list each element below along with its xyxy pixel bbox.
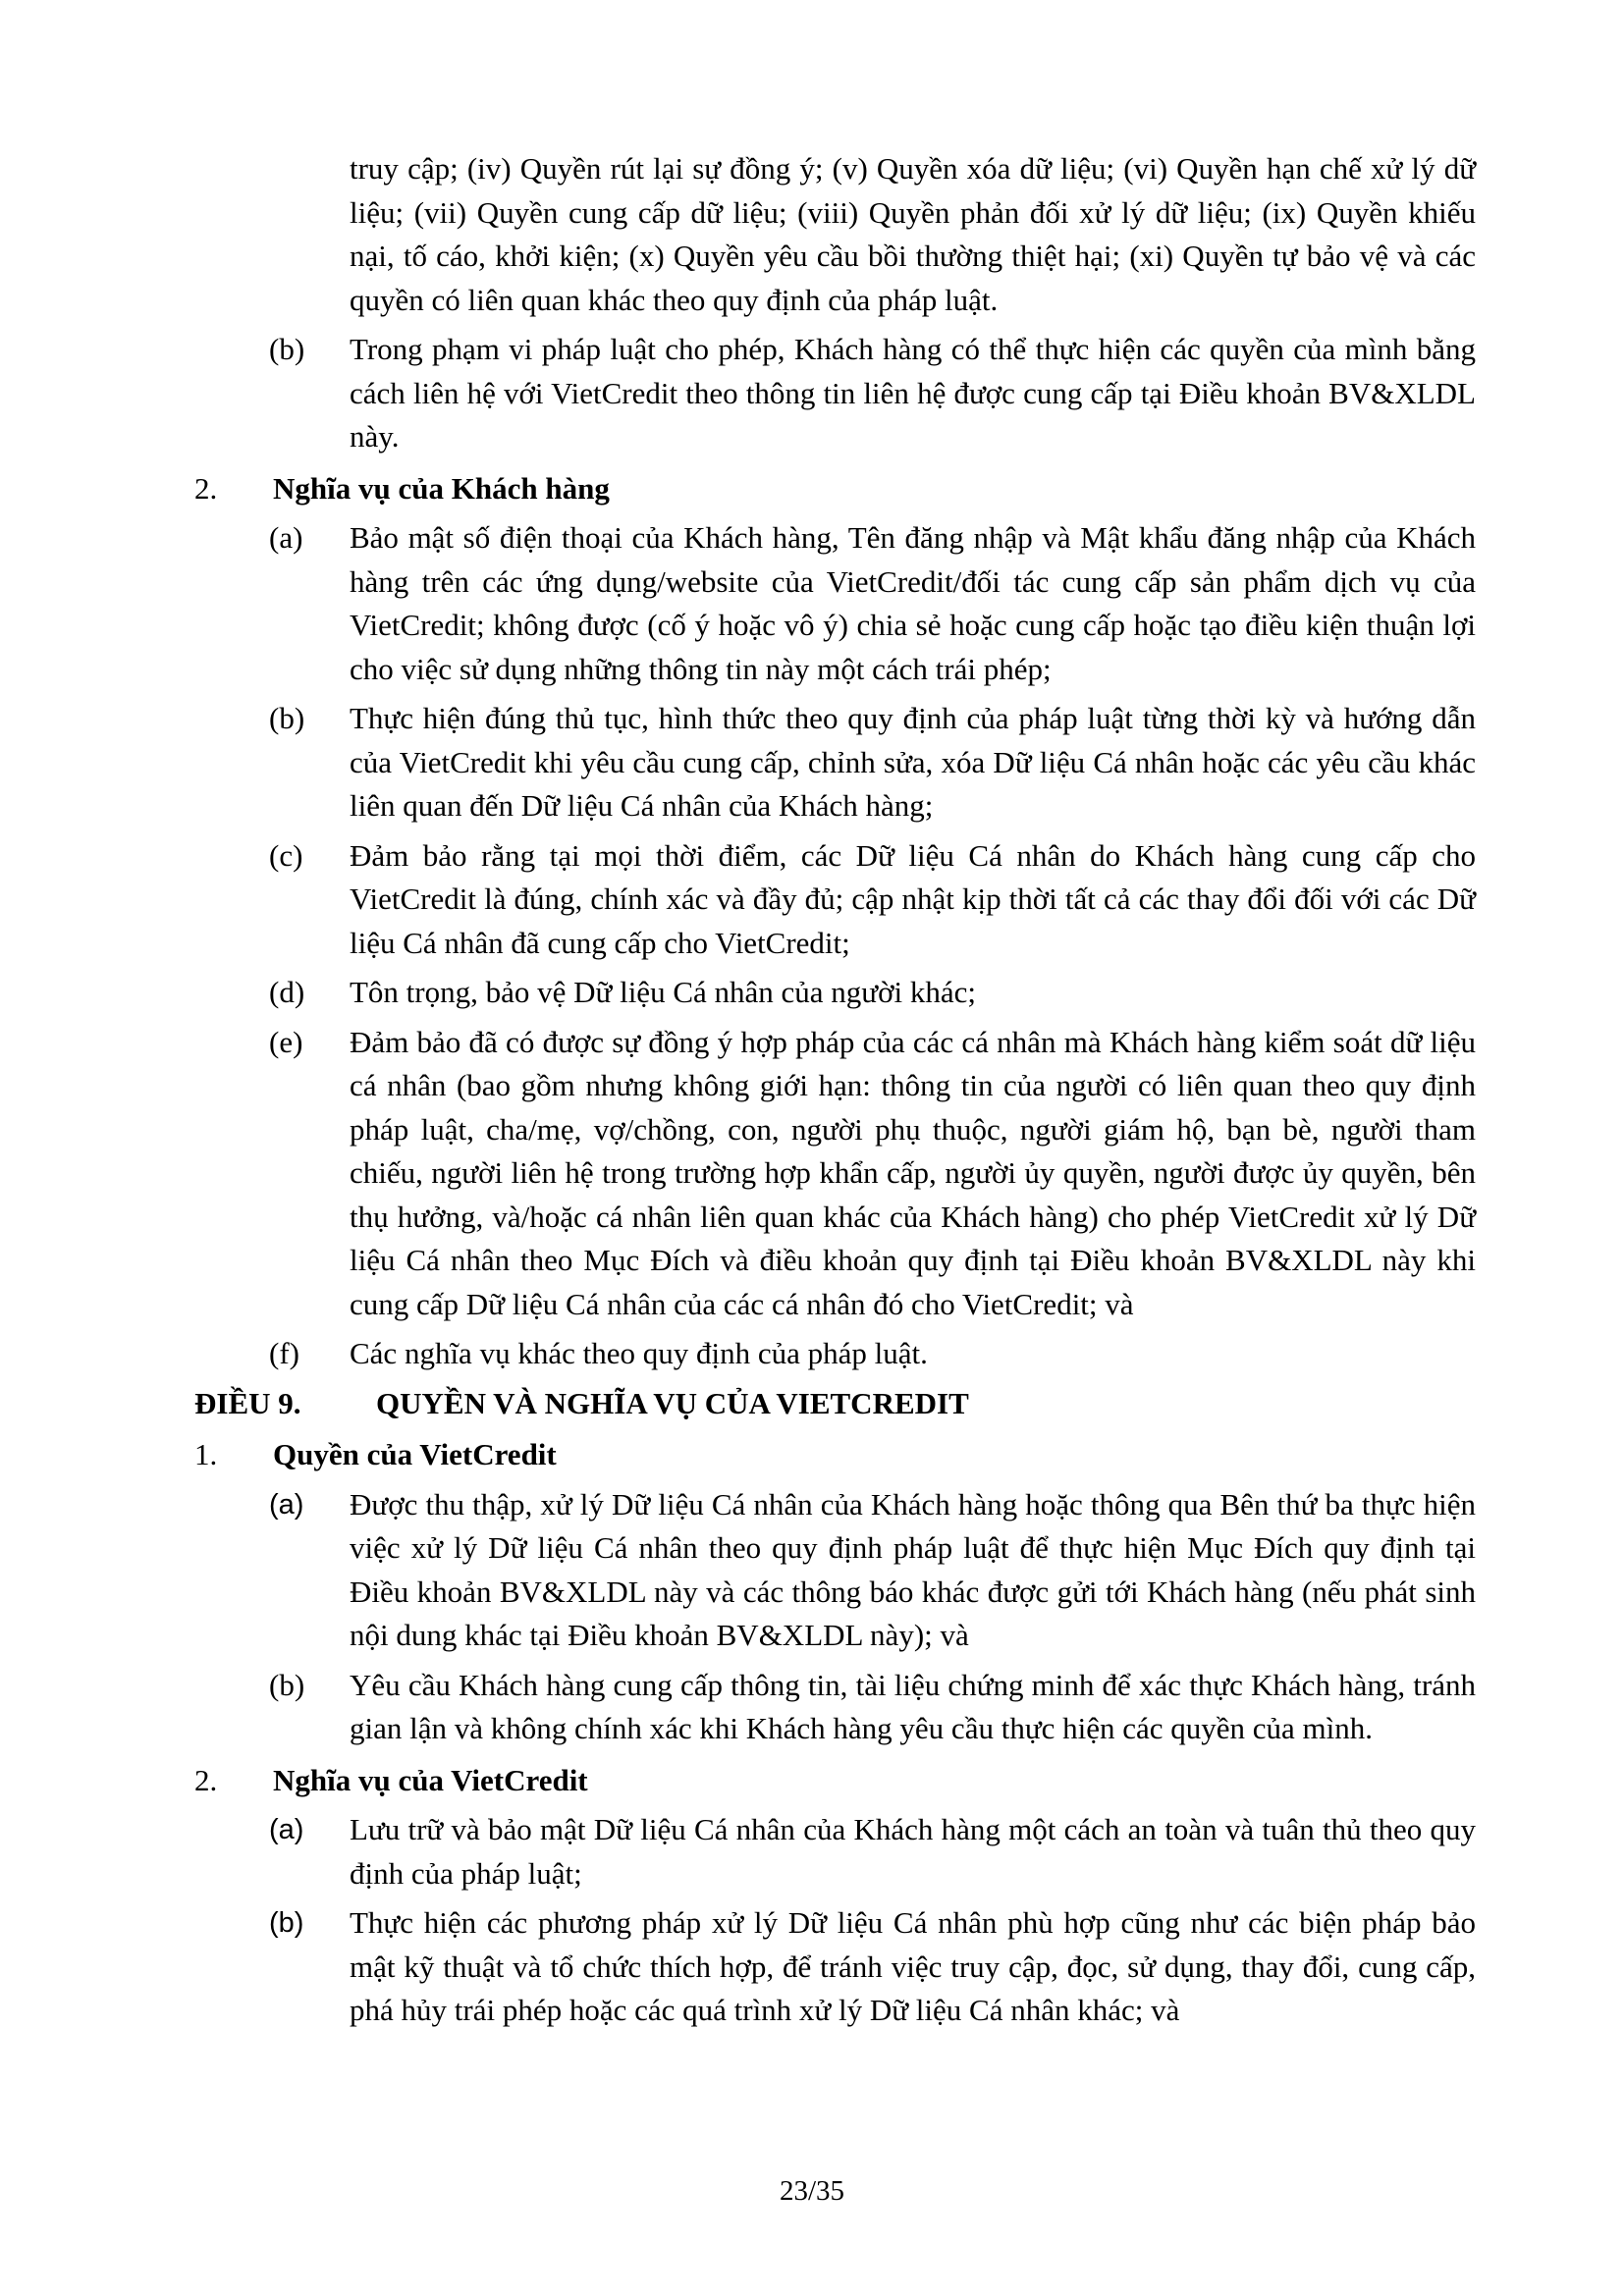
item-text: Các nghĩa vụ khác theo quy định của pháp luật.	[350, 1336, 928, 1370]
list-item	[194, 1483, 1476, 1658]
section-title: Quyền của VietCredit	[273, 1437, 557, 1471]
document-page	[194, 147, 1476, 2033]
item-text: Đảm bảo đã có được sự đồng ý hợp pháp của các cá nhân mà Khách hàng kiểm soát dữ liệu cá nhân (bao gồm nhưng không giới hạn: thông tin của người có liên quan theo quy định pháp luật, cha/mẹ, vợ/chồng, con, người phụ thuộc, người giám hộ, bạn bè, người tham chiếu, người liên hệ trong trường hợp khẩn cấp, người ủy quyền, người được ủy quyền, bên thụ hưởng, và/hoặc cá nhân liên quan khác của Khách hàng) cho phép VietCredit xử lý Dữ liệu Cá nhân theo Mục Đích và điều khoản quy định tại Điều khoản BV&XLDL này khi cung cấp Dữ liệu Cá nhân của các cá nhân đó cho VietCredit; và	[350, 1024, 1476, 1321]
list-item	[194, 328, 1476, 459]
item-marker: (b)	[269, 1667, 305, 1702]
item-text: Bảo mật số điện thoại của Khách hàng, Tên đăng nhập và Mật khẩu đăng nhập của Khách hàng trên các ứng dụng/website của VietCredit/đối tác cung cấp sản phẩm dịch vụ của VietCredit; không được (cố ý hoặc vô ý) chia sẻ hoặc cung cấp hoặc tạo điều kiện thuận lợi cho việc sử dụng những thông tin này một cách trái phép;	[350, 520, 1476, 686]
item-marker: (e)	[269, 1024, 303, 1059]
item-marker: (d)	[269, 975, 305, 1009]
item-marker: (a)	[269, 1488, 304, 1521]
item-text: Tôn trọng, bảo vệ Dữ liệu Cá nhân của người khác;	[350, 975, 976, 1009]
article-title: QUYỀN VÀ NGHĨA VỤ CỦA VIETCREDIT	[376, 1385, 969, 1420]
article-number: ĐIỀU 9.	[194, 1385, 301, 1420]
item-marker: (b)	[269, 1907, 304, 1939]
item-marker: (a)	[269, 520, 303, 555]
item-text: Yêu cầu Khách hàng cung cấp thông tin, tài liệu chứng minh để xác thực Khách hàng, tránh gian lận và không chính xác khi Khách hàng yêu cầu thực hiện các quyền của mình.	[350, 1667, 1476, 1745]
list-item	[194, 516, 1476, 691]
item-text: Thực hiện các phương pháp xử lý Dữ liệu Cá nhân phù hợp cũng như các biện pháp bảo mật kỹ thuật và tổ chức thích hợp, để tránh việc truy cập, đọc, sử dụng, thay đổi, cung cấp, phá hủy trái phép hoặc các quá trình xử lý Dữ liệu Cá nhân khác; và	[350, 1905, 1476, 2027]
item-text: Trong phạm vi pháp luật cho phép, Khách hàng có thể thực hiện các quyền của mình bằng cách liên hệ với VietCredit theo thông tin liên hệ được cung cấp tại Điều khoản BV&XLDL này.	[350, 332, 1476, 454]
item-marker: (f)	[269, 1336, 299, 1370]
list-item	[194, 697, 1476, 828]
list-item	[194, 1901, 1476, 2033]
list-item	[194, 1808, 1476, 1896]
section-heading	[194, 1433, 1476, 1477]
item-text: Được thu thập, xử lý Dữ liệu Cá nhân của Khách hàng hoặc thông qua Bên thứ ba thực hiện việc xử lý Dữ liệu Cá nhân theo quy định pháp luật để thực hiện Mục Đích quy định tại Điều khoản BV&XLDL này và các thông báo khác được gửi tới Khách hàng (nếu phát sinh nội dung khác tại Điều khoản BV&XLDL này); và	[350, 1486, 1476, 1652]
article-heading	[194, 1382, 1476, 1426]
item-marker: (b)	[269, 332, 305, 366]
page-number: 23/35	[779, 2175, 845, 2207]
section-title: Nghĩa vụ của VietCredit	[273, 1762, 588, 1797]
item-text: Thực hiện đúng thủ tục, hình thức theo quy định của pháp luật từng thời kỳ và hướng dẫn của VietCredit khi yêu cầu cung cấp, chỉnh sửa, xóa Dữ liệu Cá nhân hoặc các yêu cầu khác liên quan đến Dữ liệu Cá nhân của Khách hàng;	[350, 701, 1476, 823]
section-number: 1.	[194, 1437, 218, 1471]
item-text: Lưu trữ và bảo mật Dữ liệu Cá nhân của Khách hàng một cách an toàn và tuân thủ theo quy định của pháp luật;	[350, 1812, 1476, 1891]
list-item	[194, 1021, 1476, 1327]
section-number: 2.	[194, 470, 218, 506]
list-item	[194, 1664, 1476, 1751]
item-marker: (b)	[269, 701, 305, 735]
section-title: Nghĩa vụ của Khách hàng	[273, 470, 610, 506]
list-item	[194, 1332, 1476, 1376]
section-number: 2.	[194, 1762, 218, 1797]
list-item	[194, 834, 1476, 966]
section-heading	[194, 467, 1476, 511]
item-marker: (a)	[269, 1814, 304, 1845]
item-marker: (c)	[269, 837, 303, 873]
list-item	[194, 971, 1476, 1015]
section-heading	[194, 1759, 1476, 1803]
continuation-paragraph: truy cập; (iv) Quyền rút lại sự đồng ý; (v) Quyền xóa dữ liệu; (vi) Quyền hạn chế xử lý dữ liệu; (vii) Quyền cung cấp dữ liệu; (viii) Quyền phản đối xử lý dữ liệu; (ix) Quyền khiếu nại, tố cáo, khởi kiện; (x) Quyền yêu cầu bồi thường thiệt hại; (xi) Quyền tự bảo vệ và các quyền có liên quan khác theo quy định của pháp luật.	[350, 151, 1476, 317]
item-text: Đảm bảo rằng tại mọi thời điểm, các Dữ liệu Cá nhân do Khách hàng cung cấp cho VietCredit là đúng, chính xác và đầy đủ; cập nhật kịp thời tất cả các thay đổi đối với các Dữ liệu Cá nhân đã cung cấp cho VietCredit;	[350, 837, 1476, 960]
